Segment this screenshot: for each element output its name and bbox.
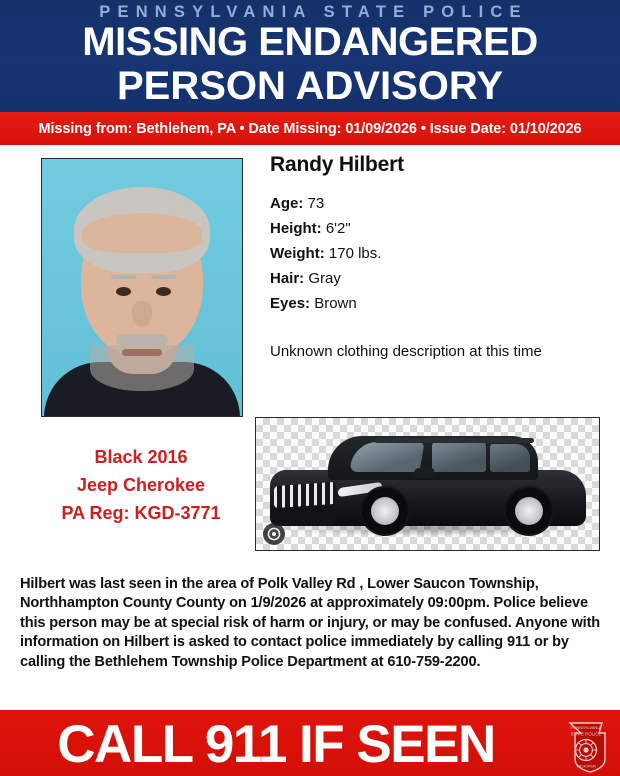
vehicle-front-window — [432, 442, 486, 472]
photo-background — [42, 159, 242, 416]
attribute-weight-value: 170 lbs. — [328, 245, 382, 262]
badge-line3: TROOPER — [576, 763, 596, 769]
vehicle-photo — [255, 417, 600, 551]
portrait-brow-right — [151, 275, 176, 279]
attribute-eyes-value: Brown — [314, 295, 357, 312]
attribute-height-label: Height: — [270, 220, 322, 237]
vehicle-front-wheel — [360, 486, 410, 536]
vehicle-grille — [274, 482, 336, 508]
attribute-hair — [270, 266, 600, 291]
attribute-weight-label: Weight: — [270, 245, 325, 262]
portrait-mustache — [116, 334, 168, 345]
attribute-age-label: Age: — [270, 195, 304, 212]
lens-search-icon[interactable] — [263, 523, 285, 545]
badge-line1: PENNSYLVANIA — [570, 725, 602, 730]
pennsylvania-state-police-keystone-badge — [560, 719, 612, 773]
vehicle-front-bumper — [270, 506, 336, 526]
footer-red-band — [0, 710, 620, 776]
vehicle-make-model: Jeep Cherokee — [76, 475, 206, 495]
attribute-eyes-label: Eyes: — [270, 295, 311, 312]
vehicle-roof-rail — [374, 438, 534, 443]
clothing-description: Unknown clothing description at this time — [270, 343, 542, 360]
poster-body — [0, 145, 620, 710]
vehicle-registration: PA Reg: KGD-3771 — [61, 503, 221, 523]
person-name: Randy Hilbert — [270, 153, 404, 176]
attribute-hair-value: Gray — [308, 270, 341, 287]
advisory-title-line2: PERSON ADVISORY — [117, 64, 503, 108]
portrait-eye-left — [116, 287, 131, 296]
attribute-hair-label: Hair: — [270, 270, 305, 287]
vehicle-rear-wheel — [504, 486, 554, 536]
attribute-age — [270, 191, 600, 216]
narrative-text: Hilbert was last seen in the area of Polk Valley Rd , Lower Saucon Township, Northhampton County County on 1/9/2026 at approximately 09:00pm. Police believe this person may be at special risk of harm or injury, or may be confused. Anyone with information on Hilbert is asked to contact police immediately by calling 911 or by calling the Bethlehem Township Police Department at 610-759-2200. — [20, 576, 601, 670]
attribute-weight — [270, 241, 600, 266]
attribute-height-value: 6'2" — [325, 220, 351, 237]
vehicle-windshield — [349, 442, 424, 472]
agency-name: PENNSYLVANIA STATE POLICE — [99, 3, 528, 21]
vehicle-description — [36, 443, 246, 527]
missing-person-photo — [41, 158, 243, 417]
attribute-eyes — [270, 291, 600, 316]
header-red-band — [0, 112, 620, 145]
vehicle-color-year: Black 2016 — [94, 447, 188, 467]
header-navy-band — [0, 0, 620, 112]
advisory-title — [0, 20, 620, 108]
vehicle-rear-window — [490, 444, 530, 472]
call-911-text: CALL 911 IF SEEN — [57, 715, 495, 774]
portrait-eye-right — [156, 287, 171, 296]
badge-line2: STATE POLICE — [570, 731, 602, 737]
portrait-mouth — [122, 349, 162, 356]
missing-details-banner: Missing from: Bethlehem, PA • Date Missing: 01/09/2026 • Issue Date: 01/10/2026 — [38, 120, 582, 137]
advisory-title-line1: MISSING ENDANGERED — [82, 20, 538, 64]
portrait-brow-left — [111, 275, 136, 279]
person-details — [270, 153, 600, 362]
portrait-nose — [132, 301, 152, 327]
attribute-height — [270, 216, 600, 241]
attribute-age-value: 73 — [307, 195, 325, 212]
portrait-hair — [74, 187, 210, 273]
vehicle-side-mirror — [414, 468, 434, 478]
